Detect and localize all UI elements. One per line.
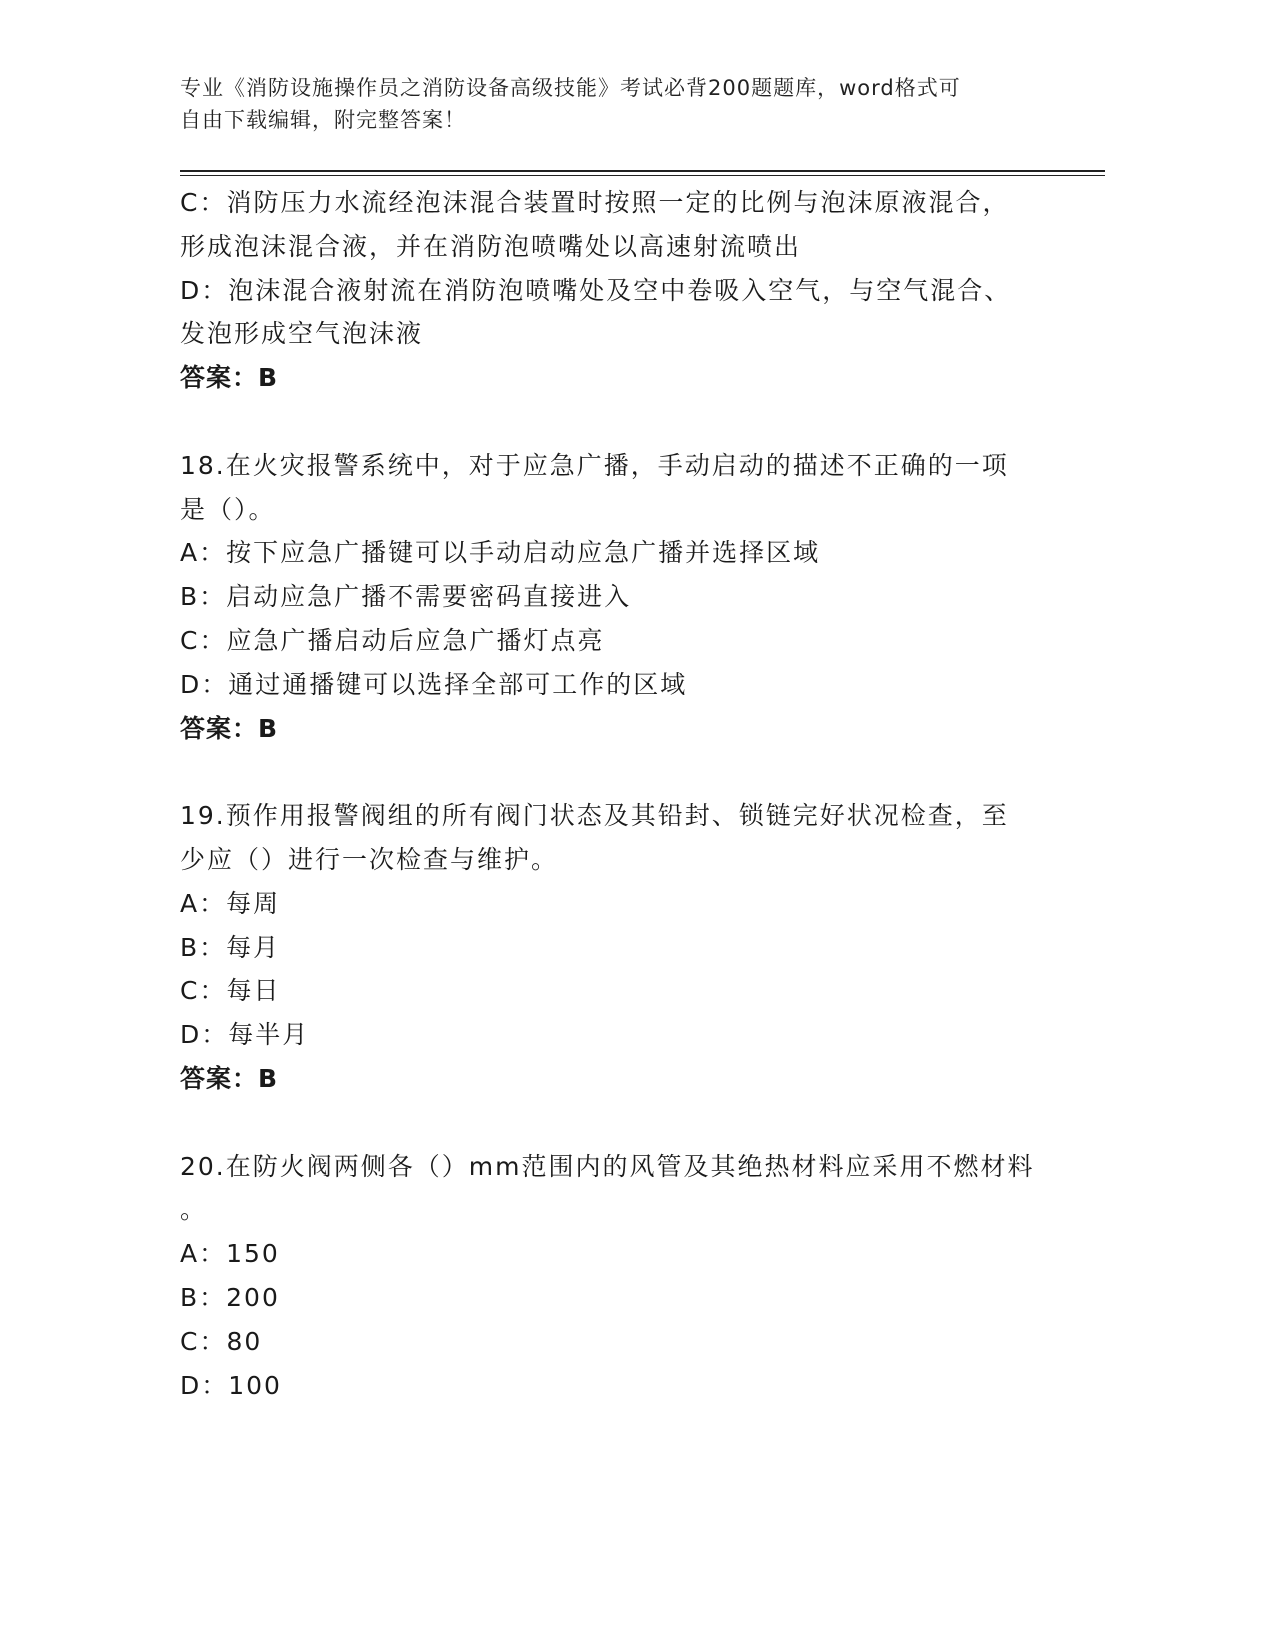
option-a: A：按下应急广播键可以手动启动应急广播并选择区域: [180, 538, 821, 568]
question-stem-line-1: 20.在防火阀两侧各（）mm范围内的风管及其绝热材料应采用不燃材料: [180, 1151, 1035, 1181]
question-stem-line-1: 19.预作用报警阀组的所有阀门状态及其铅封、锁链完好状况检查，至: [180, 801, 1009, 831]
answer-value: B: [258, 363, 279, 393]
answer-label: 答案：: [180, 713, 259, 743]
answer-line: [180, 1057, 1060, 1101]
answer-label: 答案：: [180, 363, 259, 393]
header-divider-thin: [180, 175, 1105, 176]
option-d-line-2: 发泡形成空气泡沫液: [180, 319, 424, 349]
option-c: C：应急广播启动后应急广播灯点亮: [180, 625, 605, 655]
header-divider-thick: [180, 170, 1105, 172]
header-line-2: 自由下载编辑，附完整答案！: [180, 108, 466, 132]
option-c: C：每日: [180, 976, 281, 1006]
answer-line: [180, 356, 1060, 400]
header-line-1: 专业《消防设施操作员之消防设备高级技能》考试必背200题题库，word格式可: [180, 76, 961, 100]
document-header: [180, 72, 1060, 136]
option-d: D：100: [180, 1370, 282, 1400]
option-b: B：200: [180, 1282, 280, 1312]
question-20: [180, 1145, 1060, 1408]
option-a: A：150: [180, 1239, 280, 1269]
option-b: B：每月: [180, 932, 281, 962]
question-stem-line-2: 少应（）进行一次检查与维护。: [180, 844, 559, 874]
option-c-line-2: 形成泡沫混合液，并在消防泡喷嘴处以高速射流喷出: [180, 231, 802, 261]
option-b: B：启动应急广播不需要密码直接进入: [180, 582, 632, 612]
answer-value: B: [258, 1063, 279, 1093]
question-stem-line-1: 18.在火灾报警系统中，对于应急广播，手动启动的描述不正确的一项: [180, 450, 1009, 480]
question-19: [180, 794, 1060, 1101]
option-a: A：每周: [180, 888, 281, 918]
option-d: D：每半月: [180, 1020, 310, 1050]
question-stem-line-2: 是（）。: [180, 494, 276, 524]
spacer: [180, 750, 1060, 794]
previous-question-tail: [180, 181, 1060, 400]
question-content: [180, 181, 1060, 1407]
spacer: [180, 1101, 1060, 1145]
option-c: C：80: [180, 1326, 263, 1356]
spacer: [180, 400, 1060, 444]
answer-value: B: [258, 713, 279, 743]
option-d-line-1: D：泡沫混合液射流在消防泡喷嘴处及空中卷吸入空气，与空气混合、: [180, 275, 1012, 305]
question-18: [180, 444, 1060, 751]
question-stem-line-2: 。: [180, 1195, 208, 1225]
option-c-line-1: C：消防压力水流经泡沫混合装置时按照一定的比例与泡沫原液混合，: [180, 188, 1010, 217]
answer-line: [180, 707, 1060, 751]
option-d: D：通过通播键可以选择全部可工作的区域: [180, 669, 688, 699]
answer-label: 答案：: [180, 1063, 259, 1093]
